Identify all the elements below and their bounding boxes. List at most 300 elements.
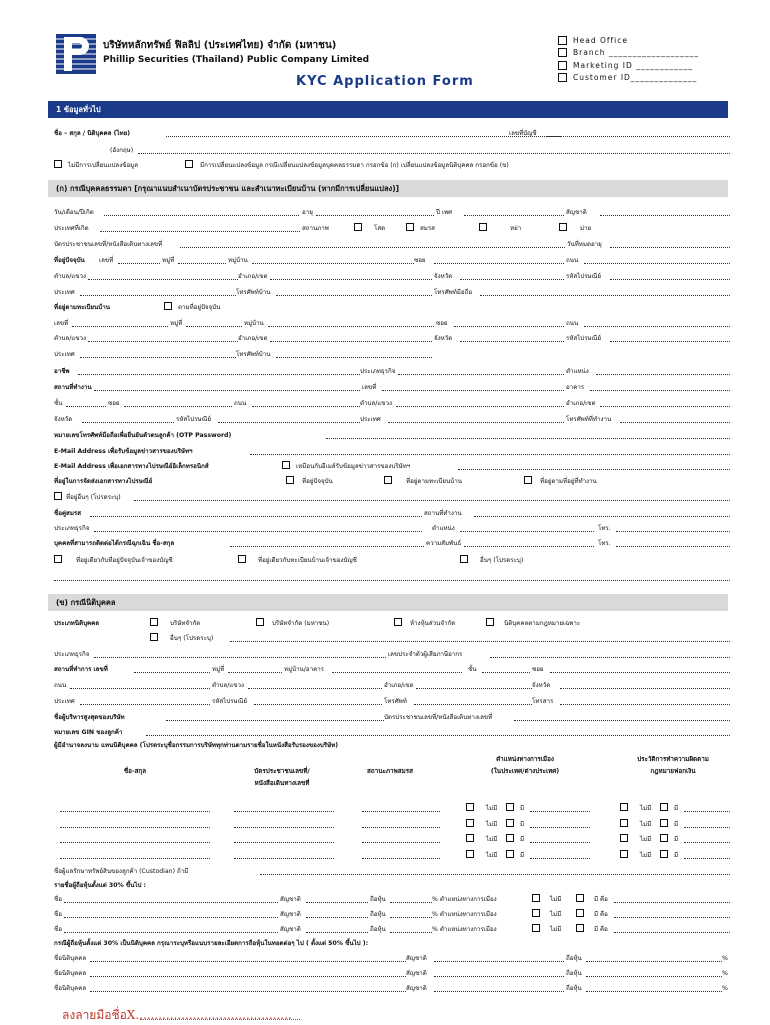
change-checkbox[interactable] <box>185 160 193 168</box>
work-country-label: ประเทศ <box>360 416 381 423</box>
holder-political-label: % ตำแหน่งทางการเมือง <box>432 926 497 933</box>
office-province-label: จังหวัด <box>532 682 551 689</box>
office-amphur-field[interactable] <box>416 680 532 689</box>
office-soi-field[interactable] <box>550 664 730 673</box>
holder-no-checkbox[interactable] <box>532 909 540 917</box>
office-floor-label: ชั้น <box>468 666 477 673</box>
phillip-logo-icon <box>56 34 96 74</box>
aml-yes-checkbox[interactable] <box>660 803 668 811</box>
holder-nat-field[interactable] <box>306 894 368 903</box>
spouse-pos-label: ตำแหน่ง <box>432 525 455 532</box>
shareholders-label: รายชื่อผู้ถือหุ้นตั้งแต่ 30% ขึ้นไป : <box>54 882 147 889</box>
juris-pct-label: % <box>722 970 728 977</box>
juristic-row <box>54 953 730 964</box>
reg-tambon-label: ตำบล/แขวง <box>54 335 87 342</box>
cur-mobile-label: โทรศัพท์มือถือ <box>434 289 473 296</box>
company-name-th: บริษัทหลักทรัพย์ ฟิลลิป (ประเทศไทย) จำกัด (มหาชน) <box>103 40 337 51</box>
work-zip-label: รหัสไปรษณีย์ <box>176 416 211 423</box>
customer-id-label: Customer ID______________ <box>573 73 698 83</box>
emergency-tel-label: โทร. <box>598 540 611 547</box>
col-aml-header-line1: ประวัติการทำความผิดตาม <box>637 756 709 763</box>
ceo-field[interactable] <box>166 712 384 721</box>
reg-village-field[interactable] <box>268 318 434 327</box>
signer-id-field[interactable] <box>234 819 334 828</box>
political-no-label: ไม่มี <box>486 805 498 812</box>
holder-nat-field[interactable] <box>306 924 368 933</box>
reg-no-label: เลขที่ <box>54 320 69 327</box>
holder-yes-checkbox[interactable] <box>576 894 584 902</box>
office-road-label: ถนน <box>54 682 67 689</box>
holder-yes-label: มี คือ <box>594 896 608 903</box>
widow-label: ม่าย <box>580 225 592 232</box>
holder-detail-field[interactable] <box>614 924 730 933</box>
office-checkbox-group <box>558 34 733 84</box>
juris-name-field[interactable] <box>90 983 406 992</box>
cur-country-label: ประเทศ <box>54 289 75 296</box>
cur-no-label: เลขที่ <box>99 257 114 264</box>
public-company-checkbox[interactable] <box>256 618 264 626</box>
holder-political-label: % ตำแหน่งทางการเมือง <box>432 911 497 918</box>
same-as-current-label: ตามที่อยู่ปัจจุบัน <box>178 304 221 311</box>
mail-current-checkbox[interactable] <box>286 476 294 484</box>
cur-no-field[interactable] <box>118 255 160 264</box>
relationship-field[interactable] <box>464 538 594 547</box>
reg-amphur-field[interactable] <box>270 333 432 342</box>
work-road-field[interactable] <box>252 398 360 407</box>
political-detail-field[interactable] <box>530 850 590 859</box>
divorced-label: หย่า <box>510 225 522 232</box>
shareholder-row <box>54 909 730 920</box>
reg-moo-label: หมู่ที่ <box>170 320 183 327</box>
entity-other-checkbox[interactable] <box>150 633 158 641</box>
single-checkbox[interactable] <box>354 223 362 231</box>
work-tel-field[interactable] <box>620 414 730 423</box>
office-village-label: หมู่บ้าน/อาคาร <box>284 666 325 673</box>
office-country-label: ประเทศ <box>54 698 75 705</box>
aml-yes-checkbox[interactable] <box>660 850 668 858</box>
email-news-field[interactable] <box>250 446 730 455</box>
entity-type-label: ประเภทนิติบุคคล <box>54 620 100 627</box>
aml-yes-checkbox[interactable] <box>660 819 668 827</box>
mail-other-label: ที่อยู่อื่นๆ (โปรดระบุ) <box>66 494 121 501</box>
mail-other-field[interactable] <box>134 492 730 501</box>
id-number-label: บัตรประชาชนเลขที่/หนังสือเดินทางเลขที่ <box>54 241 163 248</box>
juristic-holder-label: กรณีผู้ถือหุ้นตั้งแต่ 30% เป็นนิติบุคคล กรุณาระบุหรือแนบรายละเอียดการถือหุ้นในทอดต่อๆ ไป ( ตั้งแต่ 50% ขึ้นไป ): <box>54 940 369 947</box>
juris-nat-label: สัญชาติ <box>406 970 427 977</box>
political-yes-label: มี <box>520 852 525 859</box>
office-moo-field[interactable] <box>228 664 282 673</box>
col-aml-header-line2: กฎหมายฟอกเงิน <box>650 768 696 775</box>
holder-nat-field[interactable] <box>306 909 368 918</box>
cur-country-field[interactable] <box>80 287 236 296</box>
signer-id-field[interactable] <box>234 850 334 859</box>
cur-zip-field[interactable] <box>610 271 730 280</box>
partnership-checkbox[interactable] <box>394 618 402 626</box>
signer-marital-field[interactable] <box>362 803 440 812</box>
entity-other-field[interactable] <box>230 633 730 642</box>
expiry-field[interactable] <box>610 239 730 248</box>
account-field[interactable] <box>546 128 730 137</box>
cur-moo-field[interactable] <box>178 255 226 264</box>
political-yes-label: มี <box>520 821 525 828</box>
political-no-checkbox[interactable] <box>466 819 474 827</box>
nationality-label: สัญชาติ <box>566 209 587 216</box>
head-office-checkbox[interactable] <box>558 36 567 45</box>
aml-detail-field[interactable] <box>684 803 730 812</box>
reg-soi-field[interactable] <box>454 318 564 327</box>
age-label: อายุ <box>302 209 313 216</box>
entity-biz-label: ประเภทธุรกิจ <box>54 651 90 658</box>
dob-field[interactable] <box>104 207 299 216</box>
emergency-tel-field[interactable] <box>616 538 730 547</box>
company-ltd-label: บริษัทจำกัด <box>170 620 201 627</box>
building-label: อาคาร <box>566 384 585 391</box>
reg-amphur-label: อำเภอ/เขต <box>238 335 268 342</box>
cur-soi-field[interactable] <box>434 255 564 264</box>
relationship-label: ความสัมพันธ์ <box>426 540 462 547</box>
holder-nat-label: สัญชาติ <box>280 896 301 903</box>
nationality-field[interactable] <box>600 207 730 216</box>
political-detail-field[interactable] <box>530 803 590 812</box>
mail-work-label: ที่อยู่ตามที่อยู่ที่ทำงาน <box>540 478 597 485</box>
holder-no-checkbox[interactable] <box>532 924 540 932</box>
no-change-label: ไม่มีการเปลี่ยนแปลงข้อมูล <box>68 162 139 169</box>
office-country-field[interactable] <box>80 696 210 705</box>
aml-no-checkbox[interactable] <box>620 819 628 827</box>
work-province-field[interactable] <box>82 414 174 423</box>
authorized-signer-label: ผู้มีอำนาจลงนาม แทนนิติบุคคล (โปรดระบุชื่อกรรมการบริษัททุกท่านตามรายชื่อในหนังสือรับรองของบริษัท) <box>54 742 339 749</box>
reg-zip-label: รหัสไปรษณีย์ <box>566 335 601 342</box>
signer-name-field[interactable] <box>60 819 210 828</box>
head-office-label: Head Office <box>573 35 629 45</box>
contact-other-label: อื่นๆ (โปรดระบุ) <box>480 557 524 564</box>
juris-name-label: ชื่อนิติบุคคล <box>54 970 87 977</box>
signer-row <box>54 834 730 845</box>
work-tambon-field[interactable] <box>396 398 564 407</box>
entity-other-label: อื่นๆ (โปรดระบุ) <box>170 635 214 642</box>
aml-no-checkbox[interactable] <box>620 803 628 811</box>
gin-field[interactable] <box>146 727 730 736</box>
cur-amphur-label: อำเภอ/เขต <box>238 273 268 280</box>
cur-tel-field[interactable] <box>276 287 432 296</box>
juristic-row <box>54 983 730 994</box>
current-address-label: ที่อยู่ปัจจุบัน <box>54 257 85 264</box>
cur-zip-label: รหัสไปรษณีย์ <box>566 273 601 280</box>
aml-no-label: ไม่มี <box>640 805 652 812</box>
email-docs-field[interactable] <box>458 461 730 470</box>
cur-province-field[interactable] <box>460 271 564 280</box>
signer-row <box>54 803 730 814</box>
contact-other-checkbox[interactable] <box>460 555 468 563</box>
holder-yes-checkbox[interactable] <box>576 924 584 932</box>
account-label: เลขที่บัญชี <box>509 130 537 137</box>
juris-nat-field[interactable] <box>434 953 564 962</box>
aml-no-label: ไม่มี <box>640 821 652 828</box>
otp-field[interactable] <box>326 430 730 439</box>
juris-name-label: ชื่อนิติบุคคล <box>54 985 87 992</box>
spouse-biz-field[interactable] <box>94 523 422 532</box>
holder-yes-label: มี คือ <box>594 926 608 933</box>
cur-mobile-field[interactable] <box>480 287 730 296</box>
col-name-header: ชื่อ-สกุล <box>123 768 147 775</box>
reg-province-label: จังหวัด <box>434 335 453 342</box>
emergency-contact-field[interactable] <box>230 538 424 547</box>
aml-yes-label: มี <box>674 821 679 828</box>
col-political-header-line2: (ในประเทศ/ต่างประเทศ) <box>490 768 560 775</box>
juris-nat-field[interactable] <box>434 968 564 977</box>
holder-no-label: ไม่มี <box>550 926 562 933</box>
work-zip-field[interactable] <box>218 414 360 423</box>
juris-share-field[interactable] <box>586 968 722 977</box>
aml-yes-checkbox[interactable] <box>660 834 668 842</box>
age-field[interactable] <box>316 207 434 216</box>
name-field[interactable] <box>166 128 561 137</box>
spouse-tel-field[interactable] <box>616 523 730 532</box>
signature-label: ลงลายมือชื่อX......................................... <box>62 1008 292 1022</box>
special-entity-label: นิติบุคคลตามกฎหมายเฉพาะ <box>504 620 581 627</box>
email-same-checkbox[interactable] <box>282 461 290 469</box>
reg-country-field[interactable] <box>80 349 236 358</box>
position-field[interactable] <box>596 366 730 375</box>
customer-id-checkbox[interactable] <box>558 73 567 82</box>
holder-detail-field[interactable] <box>614 909 730 918</box>
office-no-field[interactable] <box>134 664 210 673</box>
aml-detail-field[interactable] <box>684 819 730 828</box>
ceo-label: ชื่อผู้บริหารสูงสุดของบริษัท <box>54 714 125 721</box>
spouse-pos-field[interactable] <box>460 523 594 532</box>
holder-yes-checkbox[interactable] <box>576 909 584 917</box>
special-entity-checkbox[interactable] <box>486 618 494 626</box>
signer-name-field[interactable] <box>60 850 210 859</box>
shareholder-row <box>54 924 730 935</box>
reg-moo-field[interactable] <box>186 318 242 327</box>
partnership-label: ห้างหุ้นส่วนจำกัด <box>410 620 456 627</box>
signer-name-field[interactable] <box>60 834 210 843</box>
cur-village-field[interactable] <box>252 255 414 264</box>
political-detail-field[interactable] <box>530 819 590 828</box>
email-news-label: E-Mail Address เพื่อรับข้อมูลข่าวสารของบริษัทฯ <box>54 448 193 455</box>
divorced-checkbox[interactable] <box>479 223 487 231</box>
juris-nat-label: สัญชาติ <box>406 955 427 962</box>
work-amphur-field[interactable] <box>600 398 730 407</box>
work-no-field[interactable] <box>382 382 564 391</box>
holder-no-label: ไม่มี <box>550 896 562 903</box>
no-change-checkbox[interactable] <box>54 160 62 168</box>
spouse-label: ชื่อคู่สมรส <box>54 510 82 517</box>
marital-status-label: สถานภาพ <box>302 225 329 232</box>
cur-village-label: หมู่บ้าน <box>228 257 248 264</box>
cur-road-field[interactable] <box>584 255 730 264</box>
mail-work-checkbox[interactable] <box>524 476 532 484</box>
col-marital-header: สถานะภาพสมรส <box>367 768 413 775</box>
contact-same-current-checkbox[interactable] <box>54 555 62 563</box>
holder-political-label: % ตำแหน่งทางการเมือง <box>432 896 497 903</box>
occupation-field[interactable] <box>78 366 360 375</box>
same-as-current-checkbox[interactable] <box>164 302 172 310</box>
id-number-field[interactable] <box>180 239 565 248</box>
aml-no-checkbox[interactable] <box>620 834 628 842</box>
widow-checkbox[interactable] <box>559 223 567 231</box>
contact-same-current-label: ที่อยู่เดียวกับที่อยู่ปัจจุบันเจ้าของบัญชี <box>76 557 173 564</box>
reg-tel-label: โทรศัพท์บ้าน <box>236 351 271 358</box>
contact-same-reg-checkbox[interactable] <box>238 555 246 563</box>
spouse-field[interactable] <box>90 508 422 517</box>
contact-other-field[interactable] <box>54 572 730 581</box>
work-floor-field[interactable] <box>66 398 106 407</box>
political-yes-checkbox[interactable] <box>506 834 514 842</box>
otp-label: หมายเลขโทรศัพท์มือถือเพื่อยืนยันตัวตนลูกค้า (OTP Password) <box>54 432 232 439</box>
juris-share-field[interactable] <box>586 983 722 992</box>
political-yes-checkbox[interactable] <box>506 819 514 827</box>
eng-name-field[interactable] <box>138 145 730 154</box>
contact-same-reg-label: ที่อยู่เดียวกับทะเบียนบ้านเจ้าของบัญชี <box>258 557 357 564</box>
cur-tel-label: โทรศัพท์บ้าน <box>236 289 271 296</box>
spouse-biz-label: ประเภทธุรกิจ <box>54 525 90 532</box>
marketing-id-checkbox[interactable] <box>558 61 567 70</box>
office-floor-field[interactable] <box>482 664 530 673</box>
ceo-id-field[interactable] <box>514 712 730 721</box>
office-place-label: สถานที่ทำการ เลขที่ <box>54 666 108 673</box>
aml-no-checkbox[interactable] <box>620 850 628 858</box>
holder-name-field[interactable] <box>64 894 278 903</box>
eng-label: (อังกฤษ) <box>110 147 134 154</box>
branch-checkbox[interactable] <box>558 48 567 57</box>
spouse-work-field[interactable] <box>474 508 730 517</box>
holder-detail-field[interactable] <box>614 894 730 903</box>
office-soi-label: ซอย <box>532 666 544 673</box>
reg-tambon-field[interactable] <box>88 333 238 342</box>
signer-marital-field[interactable] <box>362 850 440 859</box>
custodian-field[interactable] <box>260 866 730 875</box>
signer-row <box>54 850 730 861</box>
tax-id-field[interactable] <box>490 649 730 658</box>
office-tel-field[interactable] <box>414 696 532 705</box>
email-same-label: เหมือนกับอีเมล์รับข้อมูลข่าวสารของบริษัทฯ <box>296 463 411 470</box>
juris-name-field[interactable] <box>90 968 406 977</box>
office-moo-label: หมู่ที่ <box>212 666 225 673</box>
office-province-field[interactable] <box>560 680 730 689</box>
political-yes-label: มี <box>520 836 525 843</box>
signer-marital-field[interactable] <box>362 834 440 843</box>
office-fax-label: โทรสาร <box>532 698 554 705</box>
political-yes-checkbox[interactable] <box>506 850 514 858</box>
occupation-label: อาชีพ <box>54 368 70 375</box>
reg-tel-field[interactable] <box>276 349 432 358</box>
work-floor-label: ชั้น <box>54 400 63 407</box>
reg-road-field[interactable] <box>584 318 730 327</box>
work-country-field[interactable] <box>388 414 564 423</box>
aml-detail-field[interactable] <box>684 834 730 843</box>
aml-no-label: ไม่มี <box>640 852 652 859</box>
political-no-checkbox[interactable] <box>466 834 474 842</box>
office-road-field[interactable] <box>70 680 210 689</box>
cur-road-label: ถนน <box>566 257 579 264</box>
holder-share-field[interactable] <box>390 894 432 903</box>
married-checkbox[interactable] <box>406 223 414 231</box>
workplace-field[interactable] <box>94 382 360 391</box>
signer-name-field[interactable] <box>60 803 210 812</box>
political-yes-checkbox[interactable] <box>506 803 514 811</box>
col-id-header-line1: บัตรประชาชนเลขที่/ <box>254 768 310 775</box>
cur-soi-label: ซอย <box>414 257 426 264</box>
reg-province-field[interactable] <box>460 333 564 342</box>
section-b-header: (ข) กรณีนิติบุคคล <box>48 594 728 611</box>
mail-reg-checkbox[interactable] <box>384 476 392 484</box>
marketing-id-label: Marketing ID ____________ <box>573 60 694 70</box>
signer-id-field[interactable] <box>234 803 334 812</box>
reg-no-field[interactable] <box>72 318 168 327</box>
office-zip-field[interactable] <box>254 696 382 705</box>
political-no-checkbox[interactable] <box>466 850 474 858</box>
office-zip-label: รหัสไปรษณีย์ <box>212 698 247 705</box>
juris-nat-field[interactable] <box>434 983 564 992</box>
holder-no-checkbox[interactable] <box>532 894 540 902</box>
signer-row <box>54 819 730 830</box>
building-field[interactable] <box>590 382 730 391</box>
juris-share-field[interactable] <box>586 953 722 962</box>
aml-detail-field[interactable] <box>684 850 730 859</box>
political-detail-field[interactable] <box>530 834 590 843</box>
holder-nat-label: สัญชาติ <box>280 911 301 918</box>
birth-country-field[interactable] <box>100 223 300 232</box>
section-a-header: (ก) กรณีบุคคลธรรมดา [กรุณาแนบสำเนาบัตรประชาชน และสำเนาทะเบียนบ้าน (หากมีการเปลี่ยนแปลง)] <box>48 180 728 197</box>
work-no-label: เลขที่ <box>362 384 377 391</box>
entity-biz-field[interactable] <box>94 649 386 658</box>
business-type-field[interactable] <box>398 366 564 375</box>
juris-nat-label: สัญชาติ <box>406 985 427 992</box>
mail-current-label: ที่อยู่ปัจจุบัน <box>302 478 333 485</box>
holder-share-field[interactable] <box>390 909 432 918</box>
reg-village-label: หมู่บ้าน <box>244 320 264 327</box>
holder-share-field[interactable] <box>390 924 432 933</box>
custodian-label: ชื่อผู้แลรักษาทรัพย์สินของลูกค้า (Custodian) ถ้ามี <box>54 868 189 875</box>
holder-no-label: ไม่มี <box>550 911 562 918</box>
office-village-field[interactable] <box>332 664 462 673</box>
work-soi-field[interactable] <box>124 398 232 407</box>
political-no-checkbox[interactable] <box>466 803 474 811</box>
work-tambon-label: ตำบล/แขวง <box>360 400 393 407</box>
office-fax-field[interactable] <box>560 696 730 705</box>
juris-name-field[interactable] <box>90 953 406 962</box>
year-sex-label: ปี เพศ <box>436 209 453 216</box>
reg-road-label: ถนน <box>566 320 579 327</box>
mail-other-checkbox[interactable] <box>54 492 62 500</box>
work-province-label: จังหวัด <box>54 416 73 423</box>
cur-tambon-field[interactable] <box>88 271 238 280</box>
signer-id-field[interactable] <box>234 834 334 843</box>
office-tambon-field[interactable] <box>248 680 382 689</box>
juris-share-label: ถือหุ้น <box>566 955 582 962</box>
work-road-label: ถนน <box>234 400 247 407</box>
holder-share-label: ถือหุ้น <box>370 926 386 933</box>
ceo-id-label: บัตรประชาชนเลขที่/หนังสือเดินทางเลขที่ <box>384 714 493 721</box>
holder-name-field[interactable] <box>64 909 278 918</box>
signer-marital-field[interactable] <box>362 819 440 828</box>
position-label: ตำแหน่ง <box>566 368 589 375</box>
cur-amphur-field[interactable] <box>270 271 432 280</box>
company-ltd-checkbox[interactable] <box>150 618 158 626</box>
reg-zip-field[interactable] <box>610 333 730 342</box>
sex-field[interactable] <box>464 207 564 216</box>
holder-name-field[interactable] <box>64 924 278 933</box>
aml-yes-label: มี <box>674 852 679 859</box>
signature-field[interactable] <box>140 1019 300 1020</box>
juris-name-label: ชื่อนิติบุคคล <box>54 955 87 962</box>
holder-name-label: ชื่อ <box>54 896 62 903</box>
political-no-label: ไม่มี <box>486 821 498 828</box>
work-amphur-label: อำเภอ/เขต <box>566 400 596 407</box>
political-no-label: ไม่มี <box>486 836 498 843</box>
